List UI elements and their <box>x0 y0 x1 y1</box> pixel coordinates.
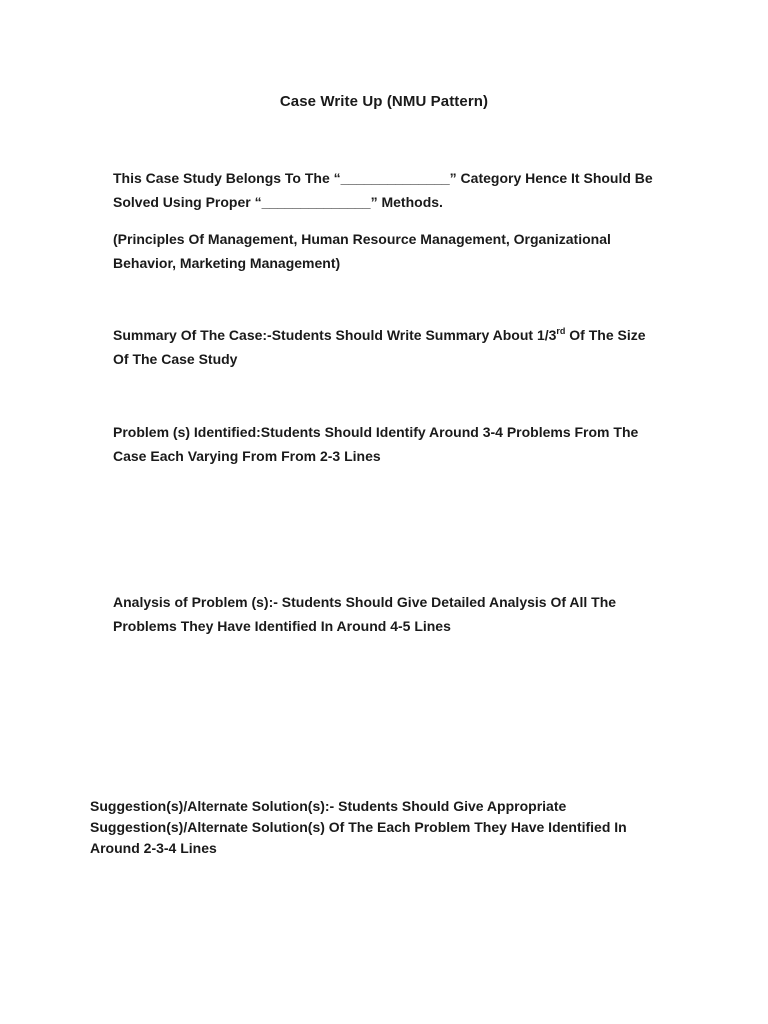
problem-paragraph <box>113 420 638 468</box>
summary-line-1-tail: Of The Size <box>565 327 646 343</box>
intro-line-1: This Case Study Belongs To The “______________” Category Hence It Should Be <box>113 170 653 186</box>
subjects-paragraph <box>113 227 611 275</box>
summary-line-1-text: Summary Of The Case:-Students Should Write Summary About 1/3 <box>113 327 557 343</box>
subjects-line-2: Behavior, Marketing Management) <box>113 255 341 271</box>
intro-paragraph <box>113 166 653 214</box>
analysis-line-1: Analysis of Problem (s):- Students Should Give Detailed Analysis Of All The <box>113 594 617 610</box>
suggestion-paragraph <box>90 796 627 859</box>
intro-line-2: Solved Using Proper “______________” Methods. <box>113 194 443 210</box>
summary-line-2: Of The Case Study <box>113 351 238 367</box>
subjects-line-1: (Principles Of Management, Human Resource Management, Organizational <box>113 231 611 247</box>
suggestion-line-2: Suggestion(s)/Alternate Solution(s) Of The Each Problem They Have Identified In <box>90 819 627 835</box>
page-title: Case Write Up (NMU Pattern) <box>279 93 489 110</box>
problem-line-2: Case Each Varying From From 2-3 Lines <box>113 448 381 464</box>
suggestion-line-3: Around 2-3-4 Lines <box>90 840 217 856</box>
summary-paragraph <box>113 323 646 371</box>
analysis-paragraph <box>113 590 616 638</box>
summary-superscript: rd <box>556 326 566 336</box>
summary-line-1 <box>113 323 646 347</box>
problem-line-1: Problem (s) Identified:Students Should Identify Around 3-4 Problems From The <box>113 424 639 440</box>
suggestion-line-1: Suggestion(s)/Alternate Solution(s):- Students Should Give Appropriate <box>90 798 567 814</box>
analysis-line-2: Problems They Have Identified In Around 4-5 Lines <box>113 618 451 634</box>
